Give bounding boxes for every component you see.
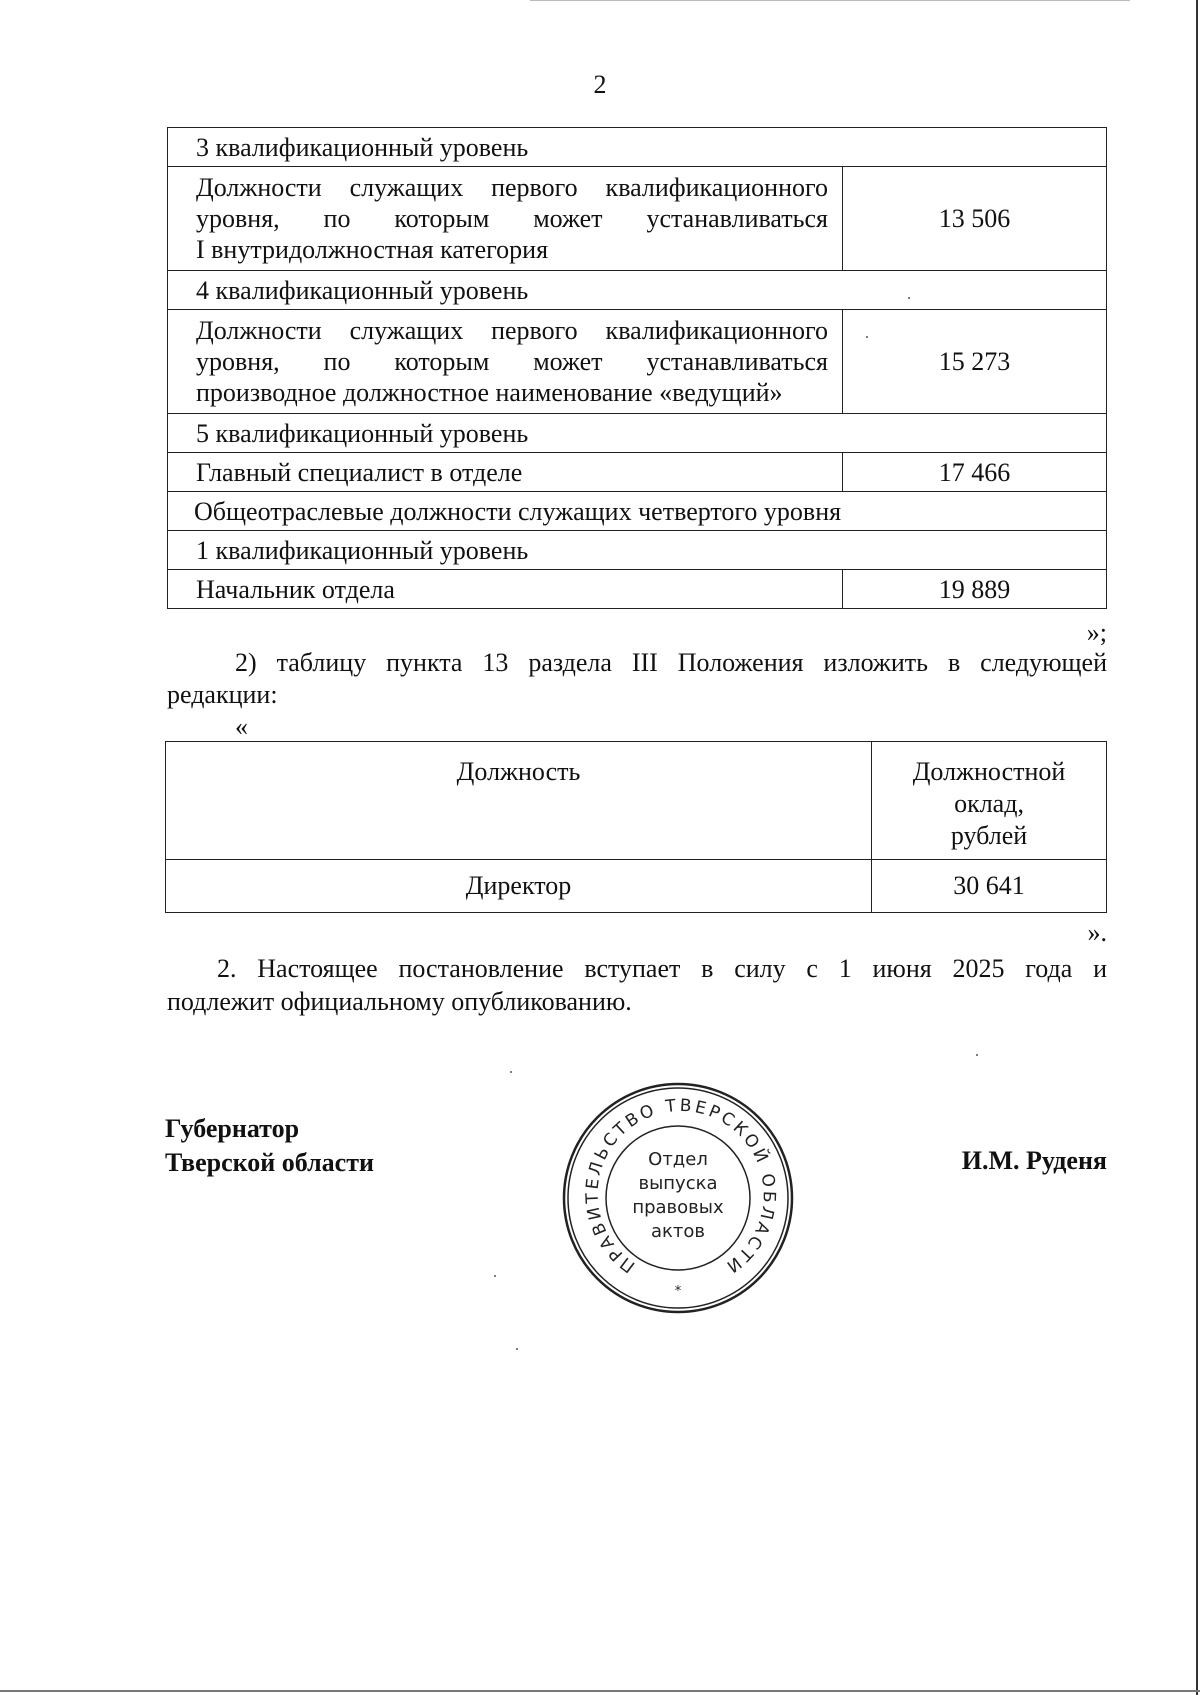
scan-edge-right bbox=[1196, 0, 1198, 1695]
qualification-level-3: 3 квалификационный уровень bbox=[168, 128, 1107, 167]
column-header-salary bbox=[872, 742, 1107, 860]
table-header-row bbox=[166, 742, 1107, 860]
table-row bbox=[168, 414, 1107, 453]
stamp-star: * bbox=[674, 1284, 682, 1299]
salary-value: 13 506 bbox=[843, 167, 1107, 271]
opening-quote: « bbox=[235, 712, 248, 741]
position-description bbox=[168, 310, 843, 414]
salary-value: 30 641 bbox=[872, 860, 1107, 913]
page-number: 2 bbox=[593, 70, 607, 99]
position-name: Главный специалист в отделе bbox=[168, 453, 843, 492]
salary-value: 15 273 bbox=[843, 310, 1107, 414]
table-row bbox=[168, 531, 1107, 570]
stamp-center-line: актов bbox=[650, 1221, 706, 1242]
table-row bbox=[168, 128, 1107, 167]
salary-table-continued bbox=[167, 127, 1107, 609]
description-line: Должности служащих первого квалификационного bbox=[196, 316, 828, 345]
amendment-paragraph bbox=[167, 647, 1107, 711]
qualification-level-5: 5 квалификационный уровень bbox=[168, 414, 1107, 453]
salary-value: 19 889 bbox=[843, 570, 1107, 609]
signer-name: И.М. Руденя bbox=[961, 1146, 1107, 1175]
position-description bbox=[168, 167, 843, 271]
closing-quote: ». bbox=[1087, 918, 1107, 947]
description-line: производное должностное наименование «ведущий» bbox=[196, 378, 783, 407]
table-row bbox=[168, 310, 1107, 414]
header-line: оклад, bbox=[954, 789, 1024, 818]
scan-speck bbox=[908, 297, 910, 299]
salary-value: 17 466 bbox=[843, 453, 1107, 492]
category-heading: Общеотраслевые должности служащих четвертого уровня bbox=[168, 492, 1107, 531]
scan-edge-bottom bbox=[0, 1690, 1200, 1692]
scan-speck bbox=[510, 1071, 512, 1073]
paragraph-line: 2) таблицу пункта 13 раздела III Положения изложить в следующей bbox=[235, 648, 1107, 677]
closing-quote: »; bbox=[1086, 618, 1107, 647]
scan-edge-top bbox=[530, 0, 1130, 1]
effective-date-paragraph bbox=[167, 952, 1107, 1018]
signer-title bbox=[165, 1112, 374, 1180]
table-row bbox=[168, 492, 1107, 531]
signer-title-line: Губернатор bbox=[165, 1114, 300, 1143]
official-stamp bbox=[561, 1081, 795, 1315]
stamp-center-line: Отдел bbox=[648, 1149, 708, 1170]
header-line: Должностной bbox=[912, 757, 1066, 786]
paragraph-line: 2. Настоящее постановление вступает в силу с 1 июня 2025 года и bbox=[217, 954, 1107, 983]
position-name: Директор bbox=[166, 860, 872, 913]
description-line: уровня, по которым может устанавливаться bbox=[196, 204, 828, 233]
stamp-ring-text: ПРАВИТЕЛЬСТВО ТВЕРСКОЙ ОБЛАСТИ bbox=[582, 1095, 779, 1277]
paragraph-line: подлежит официальному опубликованию. bbox=[167, 987, 632, 1016]
table-row bbox=[168, 570, 1107, 609]
header-line: рублей bbox=[950, 821, 1028, 850]
description-line: I внутридолжностная категория bbox=[196, 235, 549, 264]
scan-speck bbox=[494, 1275, 496, 1277]
paragraph-line: редакции: bbox=[167, 680, 278, 709]
table-row bbox=[168, 453, 1107, 492]
description-line: Должности служащих первого квалификационного bbox=[196, 173, 828, 202]
scan-speck bbox=[976, 1054, 978, 1056]
description-line: уровня, по которым может устанавливаться bbox=[196, 347, 828, 376]
position-name: Начальник отдела bbox=[168, 570, 843, 609]
qualification-level-4: 4 квалификационный уровень bbox=[168, 271, 1107, 310]
scan-speck bbox=[516, 1348, 518, 1350]
scan-speck bbox=[866, 336, 868, 338]
column-header-position: Должность bbox=[166, 742, 872, 860]
stamp-center-line: правовых bbox=[632, 1197, 724, 1218]
table-row bbox=[168, 271, 1107, 310]
signer-title-line: Тверской области bbox=[165, 1148, 374, 1177]
stamp-center-line: выпуска bbox=[638, 1173, 718, 1194]
director-salary-table bbox=[165, 741, 1107, 913]
table-row bbox=[166, 860, 1107, 913]
table-row bbox=[168, 167, 1107, 271]
qualification-level-1: 1 квалификационный уровень bbox=[168, 531, 1107, 570]
